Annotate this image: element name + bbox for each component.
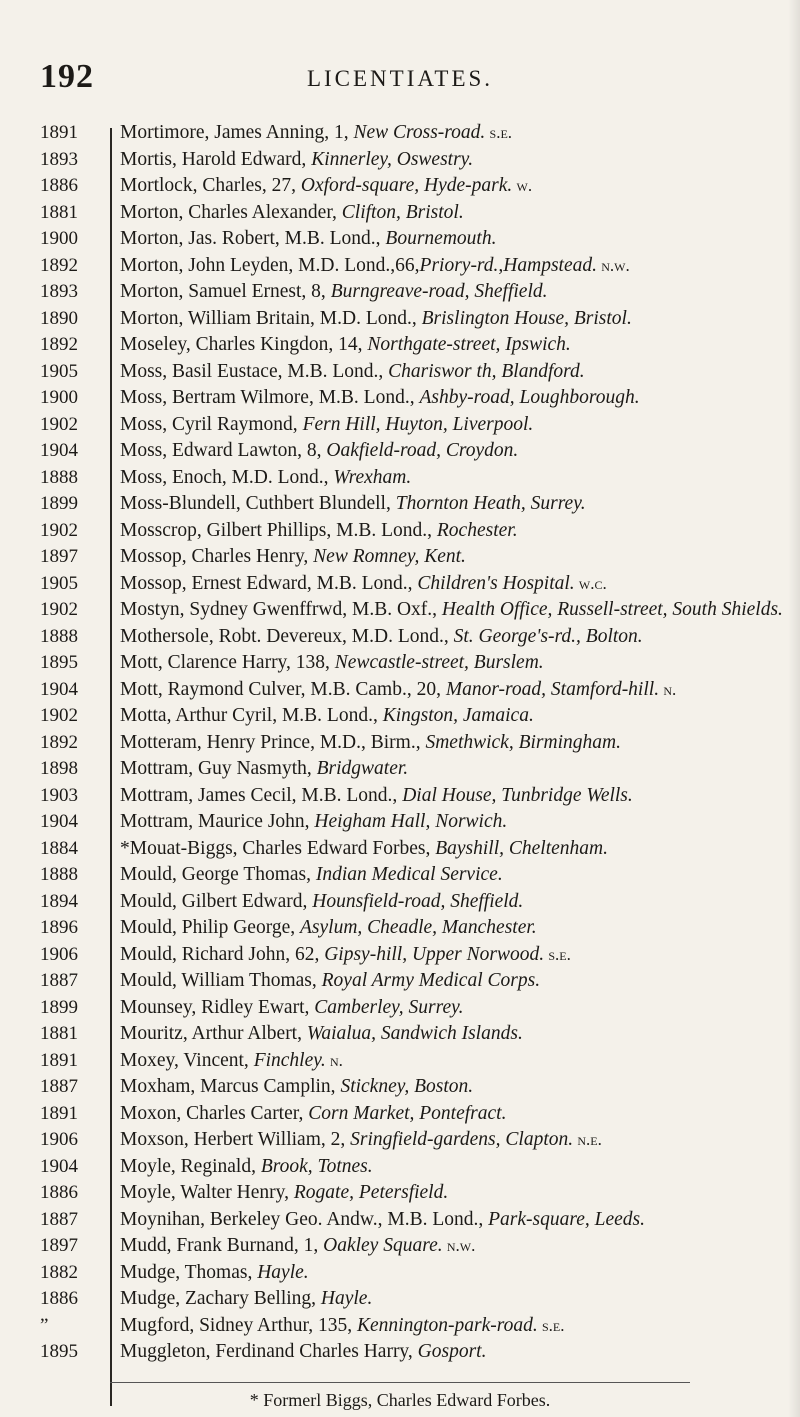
entry-text — [120, 491, 792, 518]
entry-address: Brook, Totnes. — [260, 1155, 373, 1177]
entry-name: Mossop, Ernest Edward, M.B. Lond., — [120, 572, 418, 594]
entry-text — [120, 1021, 792, 1048]
entry-year: 1900 — [40, 387, 78, 408]
entry-year: 1906 — [40, 943, 78, 965]
entry-text — [120, 809, 792, 836]
entry-year: 1895 — [40, 1341, 78, 1362]
entry-year: 1892 — [40, 334, 78, 355]
list-item — [0, 1339, 800, 1366]
entry-text — [120, 465, 792, 492]
entry-address: Smethwick, Birmingham. — [425, 731, 621, 753]
entry-address: New Cross-road. — [353, 122, 486, 143]
entry-year: 1891 — [40, 1049, 78, 1071]
entry-name: Morton, William Britain, M.D. Lond., — [120, 307, 422, 329]
entry-year: 1887 — [40, 1076, 78, 1097]
entry-name: Mosscrop, Gilbert Phillips, M.B. Lond., — [120, 519, 437, 541]
entry-address: Royal Army Medical Corps. — [321, 970, 541, 991]
entry-name: Muggleton, Ferdinand Charles Harry, — [120, 1341, 418, 1362]
entry-year: 1897 — [40, 1235, 78, 1256]
entry-address: Hounsfield-road, Sheffield. — [312, 890, 524, 912]
entry-name: Moynihan, Berkeley Geo. Andw., M.B. Lond., — [120, 1208, 489, 1230]
list-item — [0, 226, 800, 253]
entry-text — [120, 968, 792, 995]
page-number: 192 — [40, 58, 94, 95]
entry-year: 1884 — [40, 837, 78, 859]
entry-address: Sringfield-gardens, Clapton. — [350, 1129, 574, 1150]
entry-year: 1899 — [40, 996, 78, 1018]
entry-name: Moyle, Walter Henry, — [120, 1182, 294, 1203]
entry-year: 1886 — [40, 175, 78, 196]
entry-name: Moss, Basil Eustace, M.B. Lond., — [120, 360, 389, 382]
entry-text — [120, 1207, 792, 1234]
entry-text — [120, 518, 792, 545]
entry-text — [120, 200, 792, 227]
entry-text — [120, 1048, 792, 1075]
entry-text — [120, 226, 792, 253]
entry-address: Northgate-street, Ipswich. — [367, 334, 571, 355]
entry-year: 1898 — [40, 758, 78, 779]
list-item — [0, 332, 800, 359]
list-item — [0, 491, 800, 518]
entry-name: Moxey, Vincent, — [120, 1049, 254, 1071]
list-item — [0, 147, 800, 174]
entry-name: Moxon, Charles Carter, — [120, 1102, 309, 1124]
entry-text — [120, 147, 792, 174]
list-item — [0, 1286, 800, 1313]
entry-name: Mothersole, Robt. Devereux, M.D. Lond., — [120, 625, 454, 647]
entry-text — [120, 1180, 792, 1207]
entry-name: Moss, Enoch, M.D. Lond., — [120, 466, 334, 488]
footnote: * Formerl Biggs, Charles Edward Forbes. — [249, 1390, 551, 1410]
page-header — [0, 58, 800, 108]
entry-year: 1904 — [40, 678, 78, 700]
list-item — [0, 1207, 800, 1234]
list-item — [0, 1154, 800, 1181]
list-item — [0, 862, 800, 889]
list-item — [0, 385, 800, 412]
entry-year: 1894 — [40, 890, 78, 912]
entry-text — [120, 1339, 792, 1366]
entry-address: Dial House, Tunbridge Wells. — [402, 784, 633, 806]
entry-address: Stickney, Boston. — [340, 1076, 474, 1097]
entry-address: Clifton, Bristol. — [341, 201, 464, 223]
entry-text — [120, 306, 792, 333]
entry-address: Children's Hospital. — [417, 572, 575, 594]
list-item — [0, 942, 800, 969]
entry-address: Bournemouth. — [385, 228, 497, 249]
entry-year: 1904 — [40, 811, 78, 832]
entry-text — [120, 1313, 792, 1340]
list-item — [0, 915, 800, 942]
entry-year: 1903 — [40, 784, 78, 806]
entry-year: 1887 — [40, 1208, 78, 1230]
list-item — [0, 200, 800, 227]
page-spine-shadow — [788, 0, 800, 1417]
entry-text — [120, 836, 792, 863]
entry-year: 1882 — [40, 1261, 78, 1283]
entry-name: Mudd, Frank Burnand, 1, — [120, 1235, 324, 1256]
entry-district: n.e. — [573, 1130, 602, 1149]
entry-year: 1892 — [40, 731, 78, 753]
entry-name: Morton, Samuel Ernest, 8, — [120, 281, 331, 302]
entry-year: 1893 — [40, 148, 78, 170]
entry-year: 1904 — [40, 440, 78, 461]
entry-text — [120, 1286, 792, 1313]
entry-name: Moss, Bertram Wilmore, M.B. Lond., — [120, 387, 420, 408]
entry-text — [120, 279, 792, 306]
entry-year: 1905 — [40, 572, 78, 594]
list-item — [0, 756, 800, 783]
entry-address: Newcastle-street, Burslem. — [334, 652, 544, 673]
entry-text — [120, 412, 792, 439]
list-item — [0, 412, 800, 439]
entry-text — [120, 1074, 792, 1101]
entry-text — [120, 915, 792, 942]
entry-text — [120, 544, 792, 571]
entry-name: Mould, Richard John, 62, — [120, 943, 325, 965]
entry-address: Camberley, Surrey. — [314, 996, 464, 1018]
list-item — [0, 677, 800, 704]
entry-address: Ashby-road, Loughborough. — [419, 387, 640, 408]
entry-name: Mortlock, Charles, 27, — [120, 175, 301, 196]
entry-year: 1895 — [40, 652, 78, 673]
entry-name: Motta, Arthur Cyril, M.B. Lond., — [120, 705, 383, 726]
list-item — [0, 120, 800, 147]
entry-address: Health Office, Russell-street, South Shields. — [441, 599, 783, 620]
entry-text — [120, 1127, 792, 1154]
entry-year: 1902 — [40, 705, 78, 726]
entry-year: 1891 — [40, 122, 78, 143]
list-item — [0, 995, 800, 1022]
entry-text — [120, 942, 792, 969]
entry-text — [120, 253, 792, 280]
entry-address: Manor-road, Stamford-hill. — [445, 678, 660, 700]
entry-name: Mudge, Thomas, — [120, 1261, 258, 1283]
list-item — [0, 465, 800, 492]
entry-address: Hayle. — [320, 1288, 373, 1309]
entry-year: 1888 — [40, 864, 78, 885]
entry-text — [120, 1154, 792, 1181]
entry-address: Thornton Heath, Surrey. — [395, 493, 586, 514]
list-item — [0, 1021, 800, 1048]
entry-name: Mottram, James Cecil, M.B. Lond., — [120, 784, 403, 806]
entry-text — [120, 703, 792, 730]
list-item — [0, 1074, 800, 1101]
list-item — [0, 597, 800, 624]
list-item — [0, 730, 800, 757]
entry-address: Oakley Square. — [323, 1235, 443, 1256]
entry-name: Mouritz, Arthur Albert, — [120, 1023, 307, 1044]
entry-address: Oakfield-road, Croydon. — [326, 440, 519, 461]
entry-address: Rogate, Petersfield. — [293, 1182, 449, 1203]
list-item — [0, 306, 800, 333]
entry-text — [120, 597, 792, 624]
entry-district: n. — [325, 1050, 343, 1070]
entry-district: s.e. — [544, 944, 571, 964]
entry-name: Mould, George Thomas, — [120, 864, 316, 885]
list-item — [0, 518, 800, 545]
entry-name: Mudge, Zachary Belling, — [120, 1288, 321, 1309]
entry-year: 1886 — [40, 1288, 78, 1309]
entry-address: Kinnerley, Oswestry. — [311, 148, 474, 170]
list-item — [0, 1260, 800, 1287]
entry-address: Fern Hill, Huyton, Liverpool. — [302, 413, 534, 435]
entry-district: s.e. — [485, 123, 513, 142]
entry-text — [120, 332, 792, 359]
entry-district: n. — [659, 679, 677, 699]
entry-district: w.c. — [574, 573, 607, 593]
entry-text — [120, 889, 792, 916]
entry-address: Heigham Hall, Norwich. — [314, 811, 508, 832]
entry-year: 1893 — [40, 281, 78, 302]
entry-year: 1905 — [40, 360, 78, 382]
entry-year: 1899 — [40, 493, 78, 514]
entry-address: Gipsy-hill, Upper Norwood. — [324, 943, 545, 965]
list-item — [0, 173, 800, 200]
entry-name: Mottram, Guy Nasmyth, — [120, 758, 317, 779]
entry-year: 1896 — [40, 917, 78, 938]
list-item — [0, 809, 800, 836]
entry-year: 1891 — [40, 1102, 78, 1124]
entry-address: Indian Medical Service. — [315, 864, 503, 885]
entry-name: Mortis, Harold Edward, — [120, 148, 312, 170]
entry-address: Oxford-square, Hyde-park. — [300, 175, 513, 196]
entry-address: Bayshill, Cheltenham. — [435, 837, 608, 859]
list-item — [0, 624, 800, 651]
entry-address: Kingston, Jamaica. — [382, 705, 534, 726]
entry-district: s.e. — [537, 1315, 565, 1335]
entry-name: Moss, Edward Lawton, 8, — [120, 440, 327, 461]
entry-name: Mugford, Sidney Arthur, 135, — [120, 1314, 357, 1336]
list-item — [0, 571, 800, 598]
entry-text — [120, 756, 792, 783]
entry-address: Rochester. — [436, 519, 518, 541]
entry-address: Kennington-park-road. — [357, 1314, 538, 1336]
entry-text — [120, 385, 792, 412]
entry-name: Mould, Philip George, — [120, 917, 301, 938]
list-item — [0, 359, 800, 386]
entry-year: 1890 — [40, 307, 78, 329]
list-item — [0, 889, 800, 916]
list-item — [0, 253, 800, 280]
list-item — [0, 836, 800, 863]
entry-text — [120, 624, 792, 651]
entry-text — [120, 730, 792, 757]
entry-text — [120, 1233, 792, 1260]
entry-name: Mould, Gilbert Edward, — [120, 890, 313, 912]
entry-address: Wrexham. — [333, 466, 412, 488]
entry-text — [120, 677, 792, 704]
entry-name: Motteram, Henry Prince, M.D., Birm., — [120, 731, 426, 753]
entry-year: 1887 — [40, 970, 78, 991]
list-item — [0, 783, 800, 810]
footnote-rule — [110, 1382, 690, 1383]
entry-text — [120, 359, 792, 386]
entry-district: n.w. — [597, 255, 630, 275]
entry-year: 1888 — [40, 466, 78, 488]
entry-address: Chariswor th, Blandford. — [388, 360, 585, 382]
list-item — [0, 703, 800, 730]
entry-year: 1906 — [40, 1129, 78, 1150]
entry-text — [120, 862, 792, 889]
entry-address: Priory-rd.,Hampstead. — [419, 254, 598, 276]
entry-name: Mortimore, James Anning, 1, — [120, 122, 354, 143]
entry-year: 1904 — [40, 1155, 78, 1177]
entry-name: Mott, Clarence Harry, 138, — [120, 652, 335, 673]
entry-address: Finchley. — [253, 1049, 326, 1071]
list-item — [0, 279, 800, 306]
running-head: LICENTIATES. — [306, 66, 494, 91]
list-item — [0, 1313, 800, 1340]
entry-address: Bridgwater. — [316, 758, 409, 779]
list-item — [0, 650, 800, 677]
entry-year: 1900 — [40, 228, 78, 249]
entry-text — [120, 1260, 792, 1287]
list-item — [0, 1127, 800, 1154]
entry-year: 1902 — [40, 413, 78, 435]
entry-year: 1886 — [40, 1182, 78, 1203]
entry-district: n.w. — [442, 1236, 476, 1255]
entry-text — [120, 120, 792, 147]
entry-year: 1881 — [40, 1023, 78, 1044]
entry-text — [120, 438, 792, 465]
entry-name: Moseley, Charles Kingdon, 14, — [120, 334, 368, 355]
entry-name: Mounsey, Ridley Ewart, — [120, 996, 315, 1018]
entry-text — [120, 173, 792, 200]
entry-year: 1892 — [40, 254, 78, 276]
entry-address: Burngreave-road, Sheffield. — [330, 281, 548, 302]
entry-name: Mossop, Charles Henry, — [120, 546, 314, 567]
list-item — [0, 1180, 800, 1207]
entry-address: Waialua, Sandwich Islands. — [306, 1023, 523, 1044]
entry-address: Park-square, Leeds. — [488, 1208, 646, 1230]
entry-year: 1902 — [40, 599, 78, 620]
entry-name: Mould, William Thomas, — [120, 970, 322, 991]
entry-text — [120, 995, 792, 1022]
entry-name: Moxham, Marcus Camplin, — [120, 1076, 341, 1097]
entry-name: *Mouat-Biggs, Charles Edward Forbes, — [120, 837, 436, 859]
entry-name: Morton, Jas. Robert, M.B. Lond., — [120, 228, 386, 249]
entry-list — [0, 120, 800, 1366]
list-item — [0, 1048, 800, 1075]
entry-year: ” — [40, 1314, 49, 1336]
entry-name: Morton, John Leyden, M.D. Lond.,66, — [120, 254, 420, 276]
entry-district: w. — [512, 176, 533, 195]
entry-address: Asylum, Cheadle, Manchester. — [300, 917, 537, 938]
entry-address: Gosport. — [417, 1341, 487, 1362]
list-item — [0, 1233, 800, 1260]
entry-address: Brislington House, Bristol. — [421, 307, 632, 329]
entry-name: Mottram, Maurice John, — [120, 811, 315, 832]
entry-text — [120, 650, 792, 677]
entry-year: 1902 — [40, 519, 78, 541]
entry-name: Moss-Blundell, Cuthbert Blundell, — [120, 493, 396, 514]
list-item — [0, 438, 800, 465]
entry-address: Corn Market, Pontefract. — [308, 1102, 507, 1124]
entry-address: St. George's-rd., Bolton. — [453, 625, 643, 647]
entry-name: Mott, Raymond Culver, M.B. Camb., 20, — [120, 678, 446, 700]
list-item — [0, 1101, 800, 1128]
entry-name: Morton, Charles Alexander, — [120, 201, 342, 223]
entry-year: 1888 — [40, 625, 78, 647]
entry-address: New Romney, Kent. — [313, 546, 466, 567]
entry-name: Mostyn, Sydney Gwenffrwd, M.B. Oxf., — [120, 599, 442, 620]
entry-text — [120, 1101, 792, 1128]
list-item — [0, 544, 800, 571]
entry-text — [120, 783, 792, 810]
entry-text — [120, 571, 792, 598]
entry-name: Moss, Cyril Raymond, — [120, 413, 303, 435]
entry-year: 1881 — [40, 201, 78, 223]
entry-address: Hayle. — [257, 1261, 309, 1283]
list-item — [0, 968, 800, 995]
entry-name: Moxson, Herbert William, 2, — [120, 1129, 351, 1150]
entry-year: 1897 — [40, 546, 78, 567]
entry-name: Moyle, Reginald, — [120, 1155, 261, 1177]
